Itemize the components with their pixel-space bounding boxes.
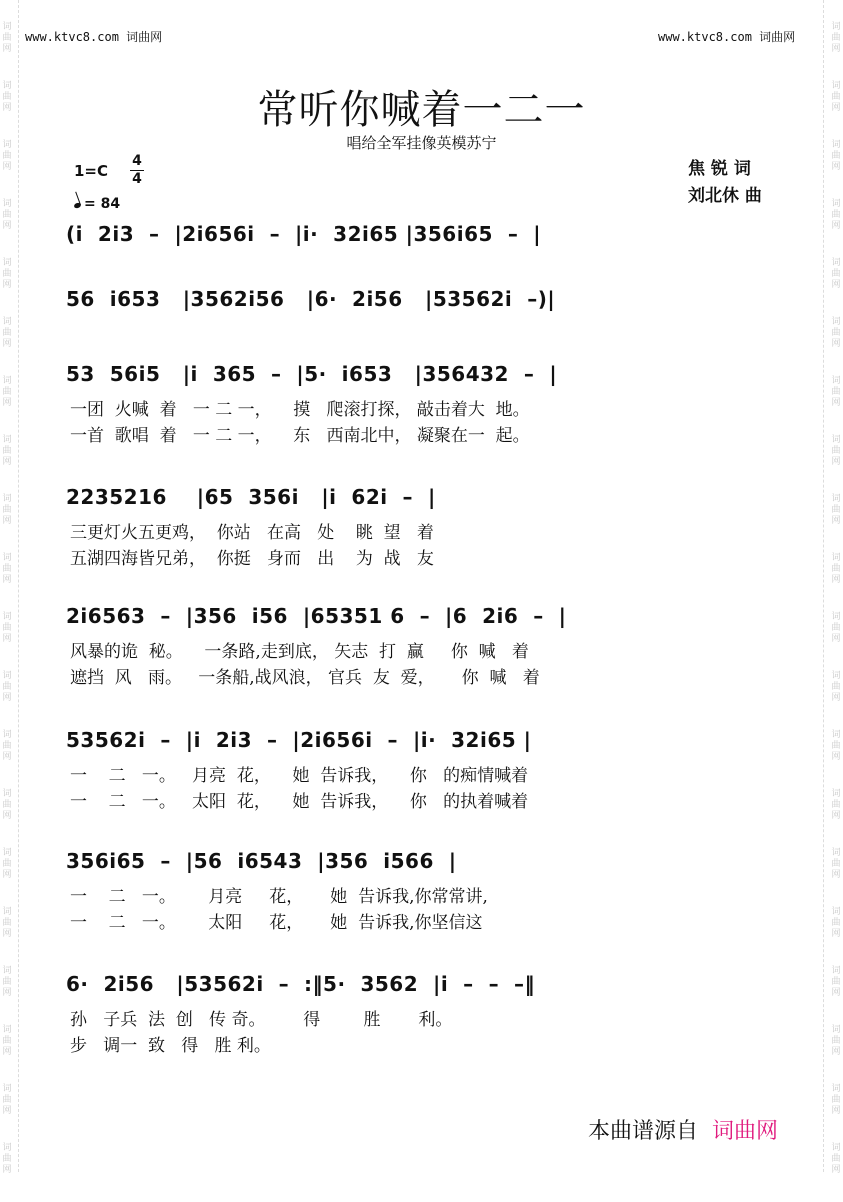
watermark-char: 网: [831, 457, 841, 467]
watermark-char: 词: [831, 317, 841, 327]
watermark-char: 词: [2, 140, 12, 150]
watermark-char: 词: [831, 140, 841, 150]
music-line-7: 356i65 – |56 i6543 |356 i566 |: [66, 849, 457, 873]
watermark-char: 曲: [2, 741, 12, 751]
watermark-char: 词: [2, 22, 12, 32]
lyric-verse2-line-3: 一首 歌唱 着 一 二 一， 东 西南北中， 凝聚在一 起。: [70, 426, 530, 446]
lyric-verse2-line-7: 一 二 一。 太阳 花， 她 告诉我,你坚信这: [70, 913, 483, 933]
watermark-char: 词: [831, 81, 841, 91]
watermark-char: 曲: [831, 741, 841, 751]
watermark-char: 网: [2, 811, 12, 821]
watermark-char: 词: [2, 317, 12, 327]
watermark-char: 词: [831, 612, 841, 622]
lyric-verse2-line-4: 五湖四海皆兄弟， 你挺 身而 出 为 战 友: [70, 549, 434, 569]
tempo-marking: [74, 196, 120, 212]
watermark-char: 曲: [831, 977, 841, 987]
watermark-char: 曲: [2, 151, 12, 161]
watermark-char: 曲: [831, 859, 841, 869]
music-line-1: (i 2i3 – |2i656i – |i· 32i65 |356i65 – |: [66, 222, 542, 246]
watermark-char: 词: [831, 907, 841, 917]
key-signature: 1=C: [74, 162, 109, 180]
watermark-char: 曲: [831, 269, 841, 279]
watermark-char: 曲: [2, 33, 12, 43]
watermark-char: 曲: [831, 1154, 841, 1164]
watermark-char: 词: [831, 494, 841, 504]
watermark-char: 词: [831, 1084, 841, 1094]
watermark-char: 网: [2, 693, 12, 703]
watermark-char: 曲: [831, 151, 841, 161]
watermark-char: 曲: [831, 210, 841, 220]
watermark-char: 词: [2, 1143, 12, 1153]
watermark-char: 词: [2, 1025, 12, 1035]
watermark-char: 网: [831, 339, 841, 349]
music-line-5: 2i6563 – |356 i56 |65351 6 – |6 2i6 – |: [66, 604, 567, 628]
lyric-verse2-line-6: 一 二 一。 太阳 花， 她 告诉我， 你 的执着喊着: [70, 792, 529, 812]
watermark-char: 网: [831, 398, 841, 408]
site-url-left[interactable]: www.ktvc8.com 词曲网: [25, 30, 163, 44]
watermark-char: 曲: [2, 210, 12, 220]
watermark-char: 曲: [831, 505, 841, 515]
watermark-char: 词: [831, 848, 841, 858]
watermark-char: 曲: [831, 33, 841, 43]
watermark-char: 曲: [2, 446, 12, 456]
lyricist-credit: 焦 锐 词: [688, 159, 751, 179]
lyric-verse1-line-3: 一团 火喊 着 一 二 一， 摸 爬滚打探， 敲击着大 地。: [70, 400, 530, 420]
watermark-char: 词: [2, 1084, 12, 1094]
watermark-char: 网: [831, 44, 841, 54]
watermark-char: 曲: [2, 269, 12, 279]
watermark-char: 网: [831, 162, 841, 172]
watermark-char: 网: [2, 339, 12, 349]
watermark-char: 网: [831, 693, 841, 703]
watermark-char: 词: [2, 730, 12, 740]
watermark-char: 网: [831, 1106, 841, 1116]
watermark-char: 词: [2, 494, 12, 504]
watermark-char: 词: [831, 376, 841, 386]
music-line-2: 56 i653 |3562i56 |6· 2i56 |53562i –)|: [66, 287, 556, 311]
watermark-char: 网: [831, 221, 841, 231]
watermark-char: 网: [2, 575, 12, 585]
watermark-char: 曲: [831, 623, 841, 633]
lyric-verse1-line-7: 一 二 一。 月亮 花， 她 告诉我,你常常讲,: [70, 887, 488, 907]
watermark-char: 曲: [2, 623, 12, 633]
watermark-char: 词: [831, 1143, 841, 1153]
watermark-char: 网: [2, 221, 12, 231]
watermark-char: 网: [2, 44, 12, 54]
quarter-note-icon: [73, 202, 81, 209]
meter-top: 4: [132, 153, 142, 169]
watermark-char: 曲: [2, 564, 12, 574]
watermark-char: 网: [831, 870, 841, 880]
time-signature: [130, 154, 144, 187]
lyric-verse1-line-5: 风暴的诡 秘。 一条路,走到底， 矢志 打 赢 你 喊 着: [70, 642, 529, 662]
watermark-char: 网: [2, 162, 12, 172]
watermark-char: 网: [831, 634, 841, 644]
watermark-char: 曲: [2, 918, 12, 928]
watermark-char: 曲: [831, 800, 841, 810]
watermark-char: 曲: [831, 918, 841, 928]
watermark-char: 曲: [2, 859, 12, 869]
watermark-char: 网: [831, 1047, 841, 1057]
watermark-char: 网: [2, 752, 12, 762]
site-url-right[interactable]: www.ktvc8.com 词曲网: [658, 30, 796, 44]
footer-brand-link[interactable]: 词曲网: [712, 1119, 779, 1144]
lyric-verse1-line-6: 一 二 一。 月亮 花， 她 告诉我， 你 的痴情喊着: [70, 766, 529, 786]
watermark-char: 曲: [831, 682, 841, 692]
watermark-char: 网: [2, 1165, 12, 1175]
watermark-char: 网: [831, 280, 841, 290]
watermark-char: 词: [2, 199, 12, 209]
right-border-line: [823, 0, 824, 1172]
watermark-char: 曲: [2, 92, 12, 102]
footer-source: [588, 1114, 778, 1145]
watermark-char: 网: [2, 870, 12, 880]
lyric-verse1-line-4: 三更灯火五更鸡， 你站 在高 处 眺 望 着: [70, 523, 434, 543]
watermark-char: 网: [2, 634, 12, 644]
watermark-char: 词: [2, 376, 12, 386]
watermark-char: 词: [831, 199, 841, 209]
watermark-char: 曲: [2, 505, 12, 515]
watermark-char: 曲: [2, 682, 12, 692]
watermark-char: 曲: [831, 1036, 841, 1046]
left-border-line: [18, 0, 19, 1172]
watermark-char: 网: [831, 752, 841, 762]
watermark-char: 网: [2, 280, 12, 290]
watermark-char: 词: [831, 22, 841, 32]
lyric-verse2-line-5: 遮挡 风 雨。 一条船,战风浪， 官兵 友 爱， 你 喊 着: [70, 668, 540, 688]
watermark-char: 词: [831, 671, 841, 681]
watermark-char: 词: [2, 612, 12, 622]
watermark-char: 网: [2, 1047, 12, 1057]
music-line-8: 6· 2i56 |53562i – :‖5· 3562 |i – – –‖: [66, 972, 535, 996]
watermark-char: 网: [2, 1106, 12, 1116]
watermark-char: 网: [831, 1165, 841, 1175]
watermark-char: 词: [831, 553, 841, 563]
watermark-char: 词: [2, 907, 12, 917]
meter-bottom: 4: [132, 171, 142, 187]
watermark-char: 网: [831, 929, 841, 939]
watermark-char: 词: [831, 1025, 841, 1035]
left-watermark-column: [0, 0, 14, 1202]
watermark-char: 曲: [831, 446, 841, 456]
watermark-char: 词: [2, 81, 12, 91]
watermark-char: 词: [2, 966, 12, 976]
watermark-char: 词: [831, 435, 841, 445]
watermark-char: 词: [2, 848, 12, 858]
watermark-char: 曲: [2, 387, 12, 397]
watermark-char: 网: [2, 103, 12, 113]
watermark-char: 曲: [831, 387, 841, 397]
watermark-char: 网: [831, 516, 841, 526]
song-subtitle: 唱给全军挂像英模苏宁: [346, 134, 497, 152]
music-line-6: 53562i – |i 2i3 – |2i656i – |i· 32i65 |: [66, 728, 532, 752]
lyric-verse2-line-8: 步 调一 致 得 胜 利。: [70, 1036, 271, 1056]
watermark-char: 词: [831, 966, 841, 976]
right-watermark-column: [829, 0, 843, 1202]
watermark-char: 词: [2, 258, 12, 268]
watermark-char: 曲: [2, 977, 12, 987]
watermark-char: 网: [2, 988, 12, 998]
watermark-char: 词: [831, 258, 841, 268]
watermark-char: 网: [831, 988, 841, 998]
watermark-char: 网: [2, 929, 12, 939]
composer-credit: 刘北休 曲: [688, 186, 762, 206]
watermark-char: 曲: [831, 328, 841, 338]
watermark-char: 曲: [831, 564, 841, 574]
watermark-char: 词: [2, 789, 12, 799]
watermark-char: 曲: [2, 1095, 12, 1105]
tempo-value: = 84: [84, 196, 121, 212]
watermark-char: 曲: [831, 1095, 841, 1105]
watermark-char: 曲: [2, 328, 12, 338]
watermark-char: 网: [831, 575, 841, 585]
watermark-char: 网: [2, 516, 12, 526]
watermark-char: 词: [2, 553, 12, 563]
watermark-char: 网: [831, 103, 841, 113]
footer-source-text: 本曲谱源自: [588, 1119, 699, 1144]
watermark-char: 词: [831, 730, 841, 740]
watermark-char: 网: [2, 457, 12, 467]
watermark-char: 网: [831, 811, 841, 821]
watermark-char: 曲: [2, 1154, 12, 1164]
watermark-char: 网: [2, 398, 12, 408]
watermark-char: 词: [2, 671, 12, 681]
music-line-4: 2235216 |65 356i |i 62i – |: [66, 485, 436, 509]
watermark-char: 曲: [2, 800, 12, 810]
watermark-char: 曲: [2, 1036, 12, 1046]
music-line-3: 53 56i5 |i 365 – |5· i653 |356432 – |: [66, 362, 558, 386]
watermark-char: 词: [2, 435, 12, 445]
watermark-char: 词: [831, 789, 841, 799]
song-title: 常听你喊着一二一: [257, 87, 586, 133]
watermark-char: 曲: [831, 92, 841, 102]
lyric-verse1-line-8: 孙 子兵 法 创 传 奇。 得 胜 利。: [70, 1010, 453, 1030]
